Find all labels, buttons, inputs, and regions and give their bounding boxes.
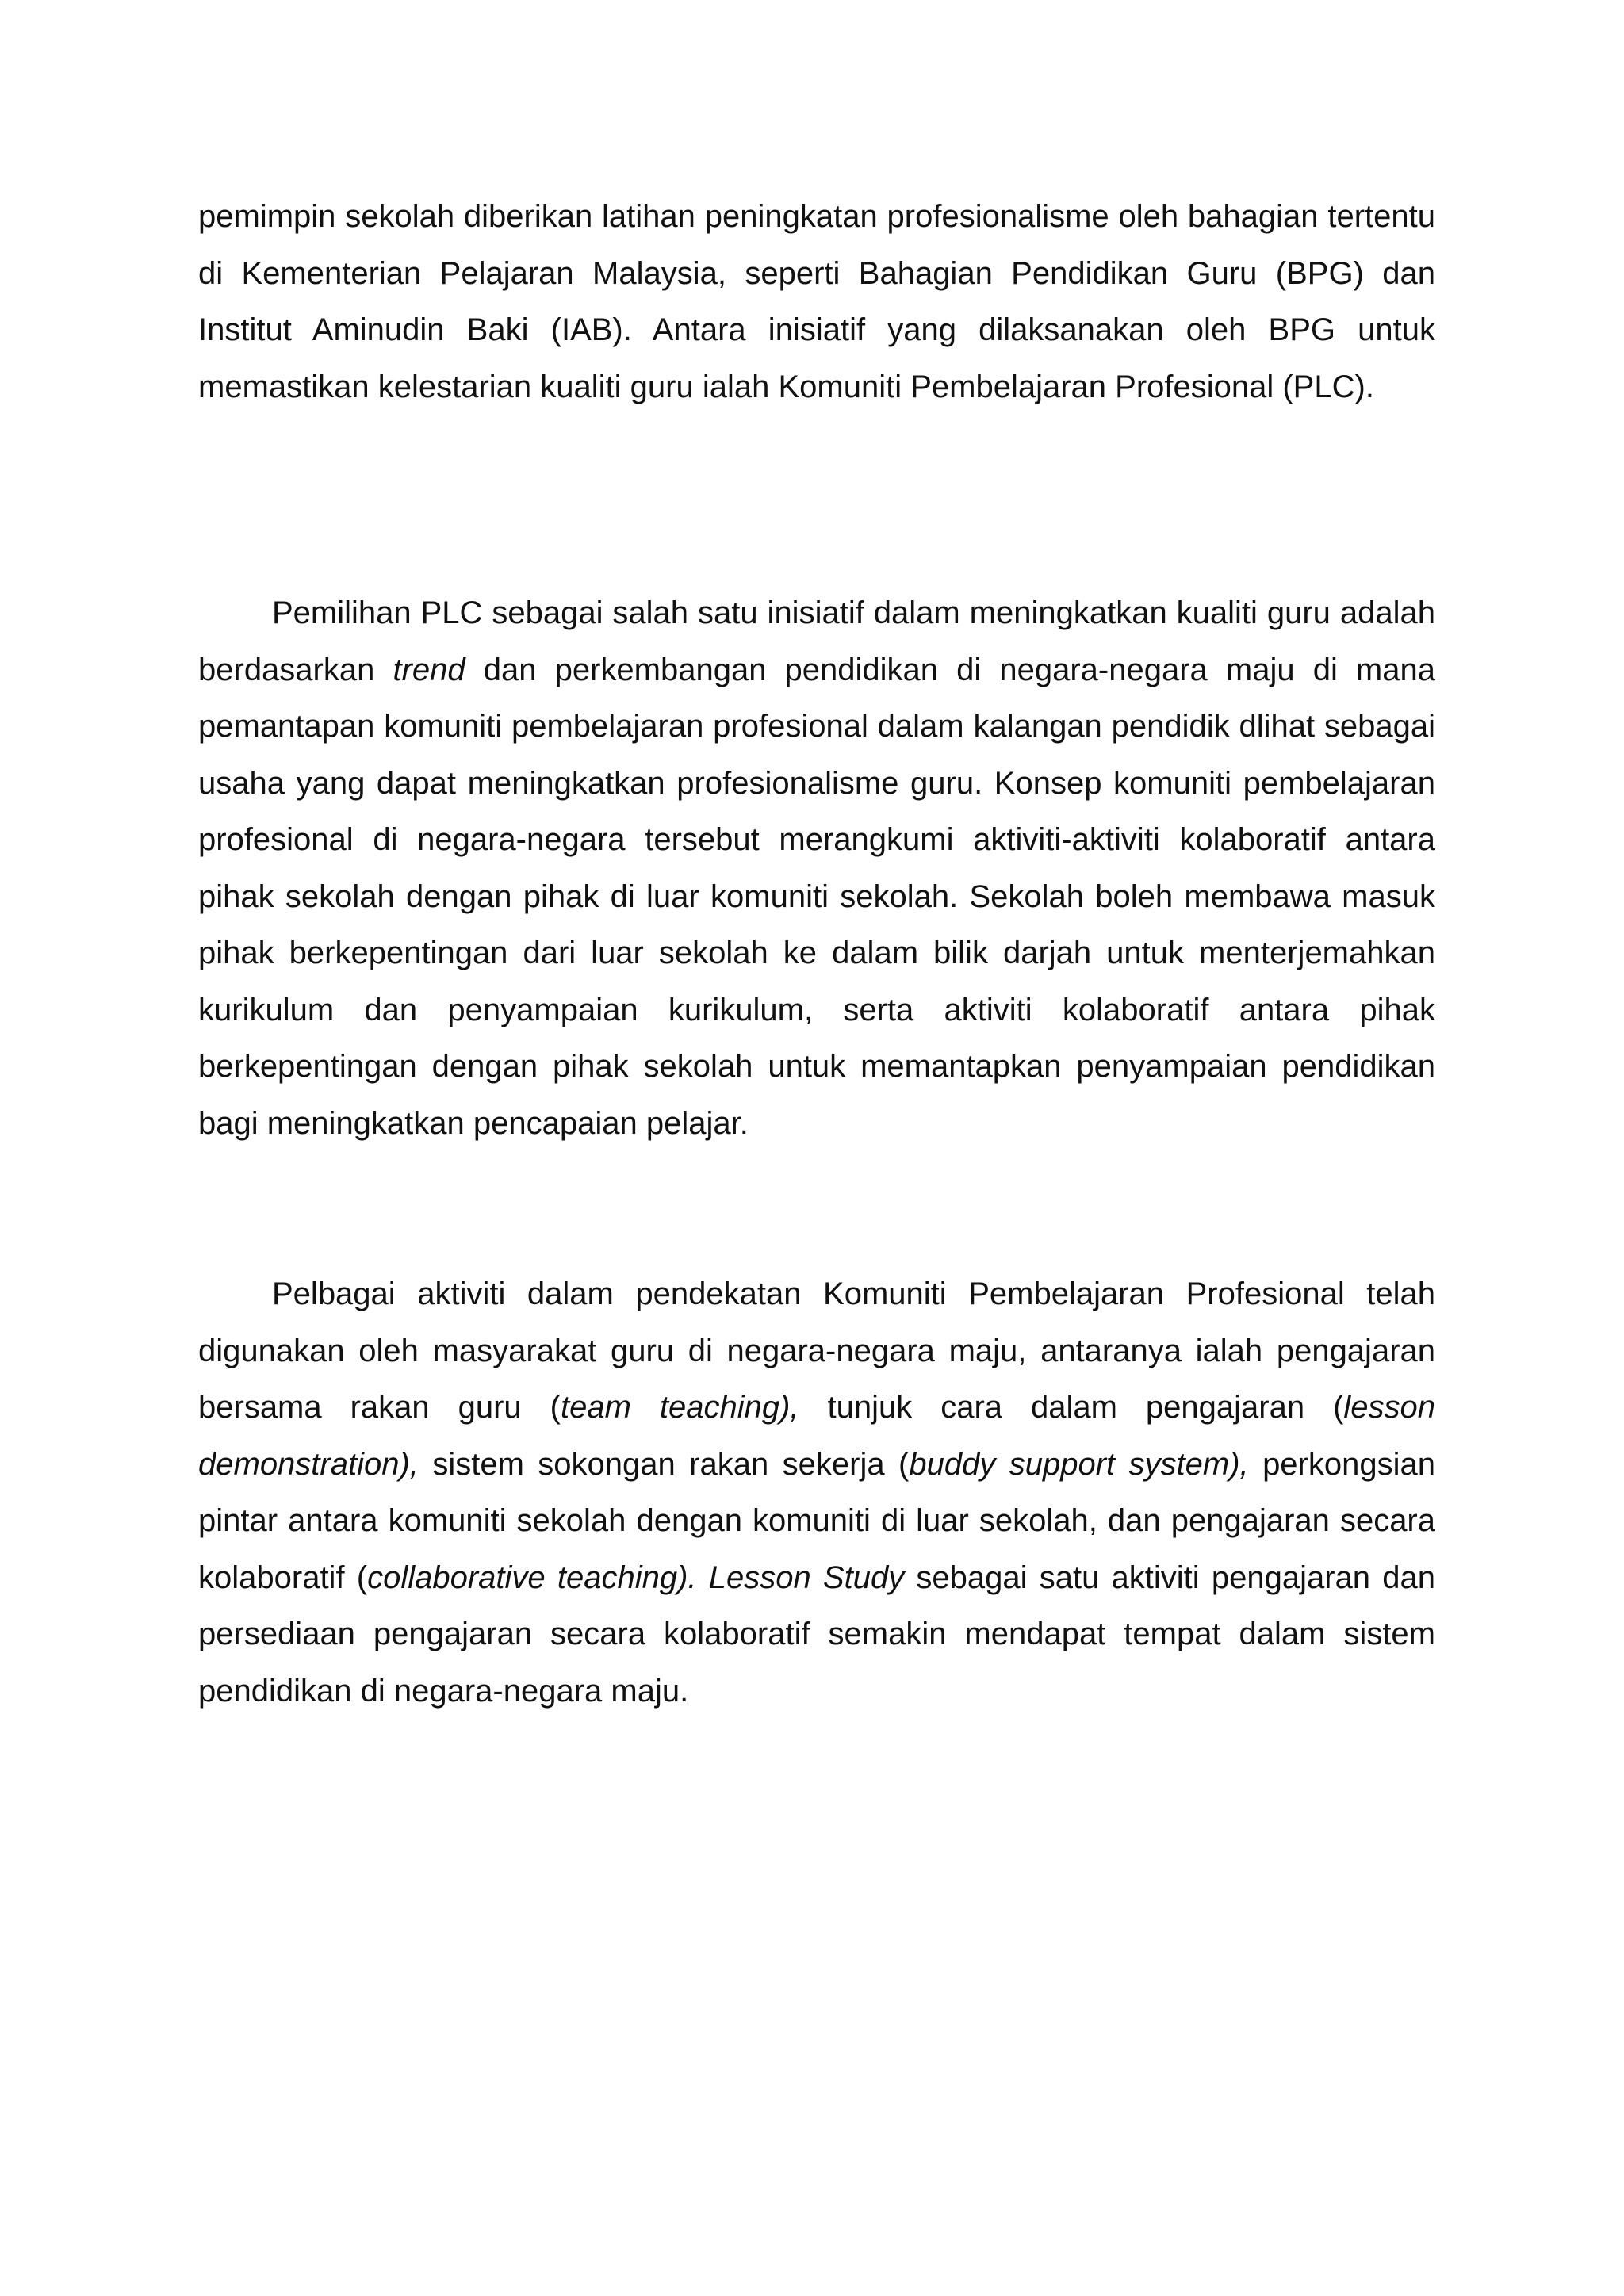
paragraph-2-italic-term: trend: [393, 652, 465, 687]
paragraph-3-italic-term: lesson demonstration),: [198, 1390, 1436, 1482]
paragraph-2-segment: dan perkembangan pendidikan di negara-negara maju di mana pemantapan komuniti pembelajaran profesional dalam kalangan pendidik dlihat sebagai usaha yang dapat meningkatkan profesionalisme guru. Konsep komuniti pembelajaran profesional di negara-negara tersebut merangkumi aktiviti-aktiviti kolaboratif antara pihak sekolah dengan pihak di luar komuniti sekolah. Sekolah boleh membawa masuk pihak berkepentingan dari luar sekolah ke dalam bilik darjah untuk menterjemahkan kurikulum dan penyampaian kurikulum, serta aktiviti kolaboratif antara pihak berkepentingan dengan pihak sekolah untuk memantapkan penyampaian pendidikan bagi meningkatkan pencapaian pelajar.: [198, 652, 1435, 1141]
paragraph-2-text: [198, 585, 1435, 1152]
paragraph-3-italic-term: buddy support system),: [909, 1446, 1249, 1482]
paragraph-1-text: pemimpin sekolah diberikan latihan peningkatan profesionalisme oleh bahagian tertentu di Kementerian Pelajaran Malaysia, seperti Bahagian Pendidikan Guru (BPG) dan Institut Aminudin Baki (IAB). Antara inisiatif yang dilaksanakan oleh BPG untuk memastikan kelestarian kualiti guru ialah Komuniti Pembelajaran Profesional (PLC).: [198, 199, 1435, 404]
paragraph-3-segment: sistem sokongan rakan sekerja (: [418, 1446, 910, 1482]
paragraph-3-italic-term: team teaching),: [560, 1390, 799, 1425]
paragraph-2-segment: Pemilihan PLC sebagai salah satu inisiatif dalam meningkatkan kualiti guru adalah berdasarkan: [198, 595, 1435, 687]
paragraph-2: [198, 585, 1435, 1152]
paragraph-3-text: [198, 1266, 1435, 1720]
paragraph-3-segment: sebagai satu aktiviti pengajaran dan persediaan pengajaran secara kolaboratif semakin mendapat tempat dalam sistem pendidikan di negara-negara maju.: [198, 1559, 1435, 1709]
paragraph-3-segment: Pelbagai aktiviti dalam pendekatan Komuniti Pembelajaran Profesional telah digunakan oleh masyarakat guru di negara-negara maju, antaranya ialah pengajaran bersama rakan guru (: [198, 1276, 1435, 1425]
paragraph-3-segment: perkongsian pintar antara komuniti sekolah dengan komuniti di luar sekolah, dan pengajaran secara kolaboratif (: [198, 1446, 1435, 1595]
paragraph-3-italic-term: collaborative teaching). Lesson Study: [367, 1559, 905, 1595]
paragraph-1: [198, 189, 1435, 415]
paragraph-3: [198, 1266, 1435, 1720]
paragraph-3-segment: tunjuk cara dalam pengajaran (: [799, 1390, 1344, 1425]
